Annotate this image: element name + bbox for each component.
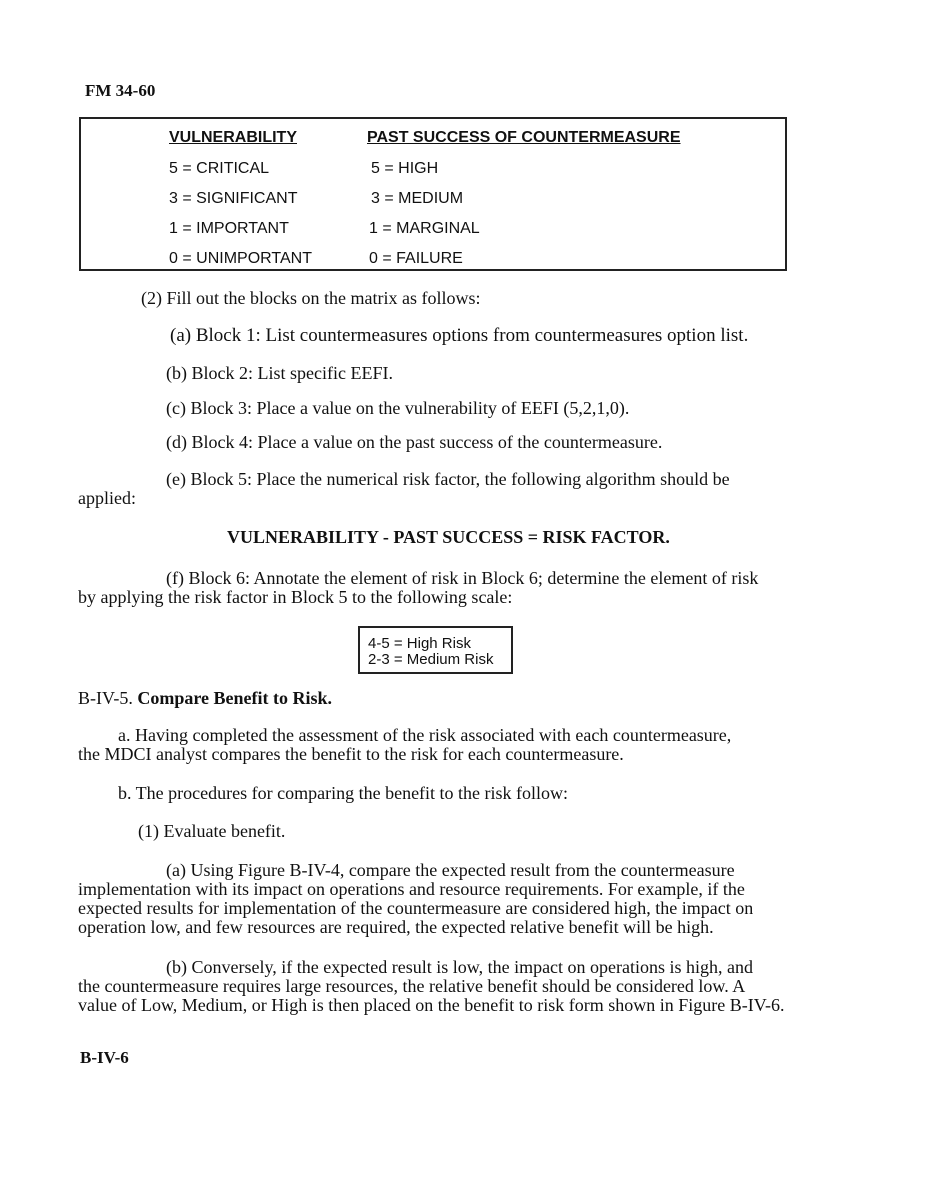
paragraph-b1a-line: (a) Using Figure B-IV-4, compare the expected result from the countermeasure	[166, 860, 735, 880]
paragraph-b1b-line: (b) Conversely, if the expected result is low, the impact on operations is high, and	[166, 957, 754, 977]
table-cell-vulnerability: 0 = UNIMPORTANT	[169, 250, 312, 267]
paragraph-b: b. The procedures for comparing the benefit to the risk follow:	[118, 783, 569, 803]
past-success-header: PAST SUCCESS OF COUNTERMEASURE	[367, 129, 681, 146]
table-cell-success: 5 = HIGH	[371, 160, 439, 177]
risk-formula: VULNERABILITY - PAST SUCCESS = RISK FACTOR.	[227, 527, 670, 547]
section-title: Compare Benefit to Risk.	[137, 688, 332, 708]
section-number: B-IV-5.	[78, 688, 133, 708]
paragraph-b1a-line: expected results for implementation of the countermeasure are considered high, the impact on	[78, 898, 754, 918]
step-a-text: (a) Block 1: List countermeasures options from countermeasures option list.	[170, 325, 749, 346]
step-c-text: (c) Block 3: Place a value on the vulnerability of EEFI (5,2,1,0).	[166, 398, 630, 418]
paragraph-b1b-line: value of Low, Medium, or High is then placed on the benefit to risk form shown in Figure B-IV-6.	[78, 995, 785, 1015]
paragraph-b1a-line: implementation with its impact on operations and resource requirements. For example, if the	[78, 879, 745, 899]
step-b-text: (b) Block 2: List specific EEFI.	[166, 363, 393, 383]
paragraph-b1b-line: the countermeasure requires large resources, the relative benefit should be considered low. A	[78, 976, 746, 996]
step-d-text: (d) Block 4: Place a value on the past success of the countermeasure.	[166, 432, 663, 452]
paragraph-b1: (1) Evaluate benefit.	[138, 821, 286, 841]
table-cell-vulnerability: 1 = IMPORTANT	[169, 220, 289, 237]
step-e-text: (e) Block 5: Place the numerical risk factor, the following algorithm should be	[166, 469, 730, 489]
vulnerability-header: VULNERABILITY	[169, 129, 297, 146]
risk-scale-medium: 2-3 = Medium Risk	[368, 651, 494, 668]
rating-table	[79, 117, 787, 271]
risk-scale-box	[358, 626, 513, 674]
table-cell-success: 0 = FAILURE	[369, 250, 463, 267]
step-f-continued: by applying the risk factor in Block 5 to the following scale:	[78, 587, 513, 607]
paragraph-b1a-line: operation low, and few resources are required, the expected relative benefit will be high.	[78, 917, 714, 937]
table-cell-vulnerability: 3 = SIGNIFICANT	[169, 190, 298, 207]
table-cell-success: 1 = MARGINAL	[369, 220, 480, 237]
section-heading	[78, 688, 332, 708]
paragraph-a-line2: the MDCI analyst compares the benefit to the risk for each countermeasure.	[78, 744, 624, 764]
document-id: FM 34-60	[85, 81, 156, 100]
paragraph-a-line1: a. Having completed the assessment of the risk associated with each countermeasure,	[118, 725, 732, 745]
step-2-text: (2) Fill out the blocks on the matrix as follows:	[141, 288, 481, 308]
step-e-continued: applied:	[78, 488, 136, 508]
table-cell-success: 3 = MEDIUM	[371, 190, 464, 207]
table-cell-vulnerability: 5 = CRITICAL	[169, 160, 270, 177]
page-number: B-IV-6	[80, 1048, 129, 1067]
step-f-text: (f) Block 6: Annotate the element of risk in Block 6; determine the element of risk	[166, 568, 759, 588]
risk-scale-high: 4-5 = High Risk	[368, 635, 471, 652]
